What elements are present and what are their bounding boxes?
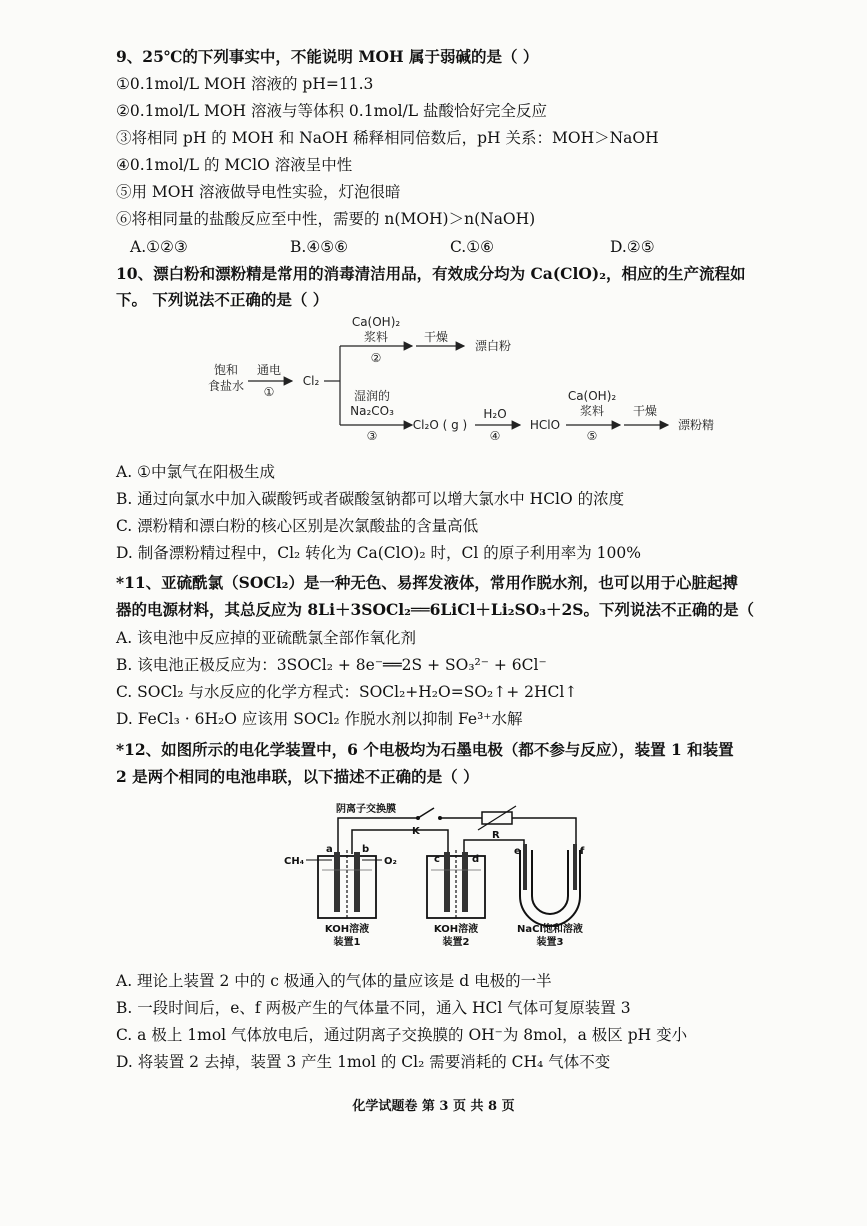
ch4-label: CH₄: [284, 856, 305, 867]
q11-stem: *11、亚硫酰氯（SOCl₂）是一种无色、易挥发液体，常用作脱水剂，也可以用于心脏起搏: [116, 573, 738, 592]
flow-dry: 干燥: [632, 404, 658, 418]
electrode-d-label: d: [472, 854, 480, 865]
wire: [512, 818, 576, 850]
membrane-label: 阴离子交换膜: [336, 804, 396, 815]
q9-item: ③将相同 pH 的 MOH 和 NaOH 稀释相同倍数后，pH 关系：MOH＞NaOH: [116, 129, 659, 147]
q9-item: ⑤用 MOH 溶液做导电性实验，灯泡很暗: [116, 183, 401, 201]
q9-stem: 9、25℃的下列事实中，不能说明 MOH 属于弱碱的是（ ）: [116, 47, 539, 66]
device2-label: 装置2: [442, 937, 470, 948]
electrode-f: [573, 844, 577, 890]
q10-stem: 下。 下列说法不正确的是（ ）: [116, 290, 329, 309]
flow-bleach-essence: 漂粉精: [677, 418, 715, 432]
q12-option-c: C. a 极上 1mol 气体放电后，通过阴离子交换膜的 OH⁻为 8mol，a 极区 pH 变小: [116, 1026, 688, 1044]
electrode-a: [334, 852, 340, 912]
flow-slurry: 浆料: [363, 330, 389, 344]
switch-blade: [418, 808, 434, 818]
electrode-c: [444, 852, 450, 912]
q9-option-b: B.④⑤⑥: [290, 238, 349, 256]
electrode-a-label: a: [326, 844, 333, 855]
device2-solution: KOH溶液: [433, 924, 479, 935]
flow-step: ④: [489, 429, 501, 440]
device1-solution: KOH溶液: [324, 924, 370, 935]
device3-label: 装置3: [536, 937, 564, 948]
flow-cl2: Cl₂: [302, 374, 320, 388]
q9-item: ④0.1mol/L 的 MClO 溶液呈中性: [116, 156, 353, 174]
q12-stem: 2 是两个相同的电池串联，以下描述不正确的是（ ）: [116, 767, 479, 786]
q10-option-b: B. 通过向氯水中加入碳酸钙或者碳酸氢钠都可以增大氯水中 HClO 的浓度: [116, 490, 625, 508]
q10-option-a: A. ①中氯气在阳极生成: [116, 463, 275, 481]
q10-option-c: C. 漂粉精和漂白粉的核心区别是次氯酸盐的含量高低: [116, 517, 479, 535]
q9-option-a: A.①②③: [130, 238, 188, 256]
q11-option-b: B. 该电池正极反应为：3SOCl₂ + 8e⁻══2S + SO₃²⁻ + 6Cl⁻: [116, 656, 547, 674]
q9-option-d: D.②⑤: [610, 238, 655, 256]
flow-hclo: HClO: [529, 418, 561, 432]
q12-option-d: D. 将装置 2 去掉，装置 3 产生 1mol 的 Cl₂ 需要消耗的 CH₄ 气体不变: [116, 1053, 611, 1071]
q9-option-c: C.①⑥: [450, 238, 495, 256]
flow-slurry: Ca(OH)₂: [567, 389, 617, 403]
flow-slurry: Ca(OH)₂: [351, 315, 401, 329]
resistor-arrow: [478, 806, 516, 830]
flow-brine: 饱和: [213, 363, 239, 377]
q12-apparatus-diagram: [0, 800, 867, 950]
q10-option-d: D. 制备漂粉精过程中，Cl₂ 转化为 Ca(ClO)₂ 时，Cl 的原子利用率为 100%: [116, 544, 641, 562]
flow-electrolysis: 通电: [256, 363, 282, 377]
flow-step: ②: [370, 351, 382, 365]
switch-contact: [416, 816, 420, 820]
page-footer: 化学试题卷 第 3 页 共 8 页: [352, 1099, 515, 1114]
flow-na2co3: Na₂CO₃: [350, 404, 394, 418]
flow-step: ①: [263, 385, 275, 399]
electrode-e-label: e: [514, 846, 521, 857]
q9-item: ②0.1mol/L MOH 溶液与等体积 0.1mol/L 盐酸恰好完全反应: [116, 102, 548, 120]
electrode-f-label: f: [580, 846, 585, 857]
flow-wet: 湿润的: [353, 389, 391, 403]
flow-brine: 食盐水: [207, 379, 245, 393]
electrode-e: [523, 844, 527, 890]
q9-item: ①0.1mol/L MOH 溶液的 pH=11.3: [116, 75, 374, 93]
flow-step: ③: [366, 429, 378, 440]
flow-water: H₂O: [483, 407, 507, 421]
flow-step: ⑤: [586, 429, 598, 440]
flow-dry: 干燥: [423, 330, 449, 344]
flow-slurry: 浆料: [579, 404, 605, 418]
wire: [338, 818, 418, 854]
u-tube-inner: [532, 850, 568, 914]
o2-label: O₂: [384, 856, 397, 867]
electrode-b: [354, 852, 360, 912]
switch-label: K: [412, 826, 420, 837]
q10-flow-diagram: [0, 310, 867, 440]
q12-option-a: A. 理论上装置 2 中的 c 极通入的气体的量应该是 d 电极的一半: [116, 972, 552, 990]
electrode-c-label: c: [434, 854, 440, 865]
device3-solution: NaCl饱和溶液: [517, 924, 583, 935]
electrode-b-label: b: [362, 844, 370, 855]
q10-stem: 10、漂白粉和漂粉精是常用的消毒清洁用品，有效成分均为 Ca(ClO)₂，相应的生产流程如: [116, 264, 746, 283]
q9-options: [130, 236, 770, 258]
flow-cl2o: Cl₂O ( g ): [412, 418, 468, 432]
q11-option-c: C. SOCl₂ 与水反应的化学方程式：SOCl₂+H₂O=SO₂↑+ 2HCl↑: [116, 683, 578, 701]
flow-bleach-powder: 漂白粉: [474, 339, 512, 353]
q11-stem: 器的电源材料，其总反应为 8Li＋3SOCl₂══6LiCl＋Li₂SO₃＋2S。下列说法不正确的是（: [116, 600, 754, 619]
q12-stem: *12、如图所示的电化学装置中，6 个电极均为石墨电极（都不参与反应），装置 1 和装置: [116, 740, 734, 759]
q9-item: ⑥将相同量的盐酸反应至中性，需要的 n(MOH)＞n(NaOH): [116, 210, 536, 228]
electrode-d: [462, 852, 468, 912]
device1-label: 装置1: [333, 937, 361, 948]
q11-option-d: D. FeCl₃ · 6H₂O 应该用 SOCl₂ 作脱水剂以抑制 Fe³⁺水解: [116, 710, 523, 728]
resistor-label: R: [492, 830, 500, 841]
q11-option-a: A. 该电池中反应掉的亚硫酰氯全部作氧化剂: [116, 629, 417, 647]
q12-option-b: B. 一段时间后，e、f 两极产生的气体量不同，通入 HCl 气体可复原装置 3: [116, 999, 631, 1017]
